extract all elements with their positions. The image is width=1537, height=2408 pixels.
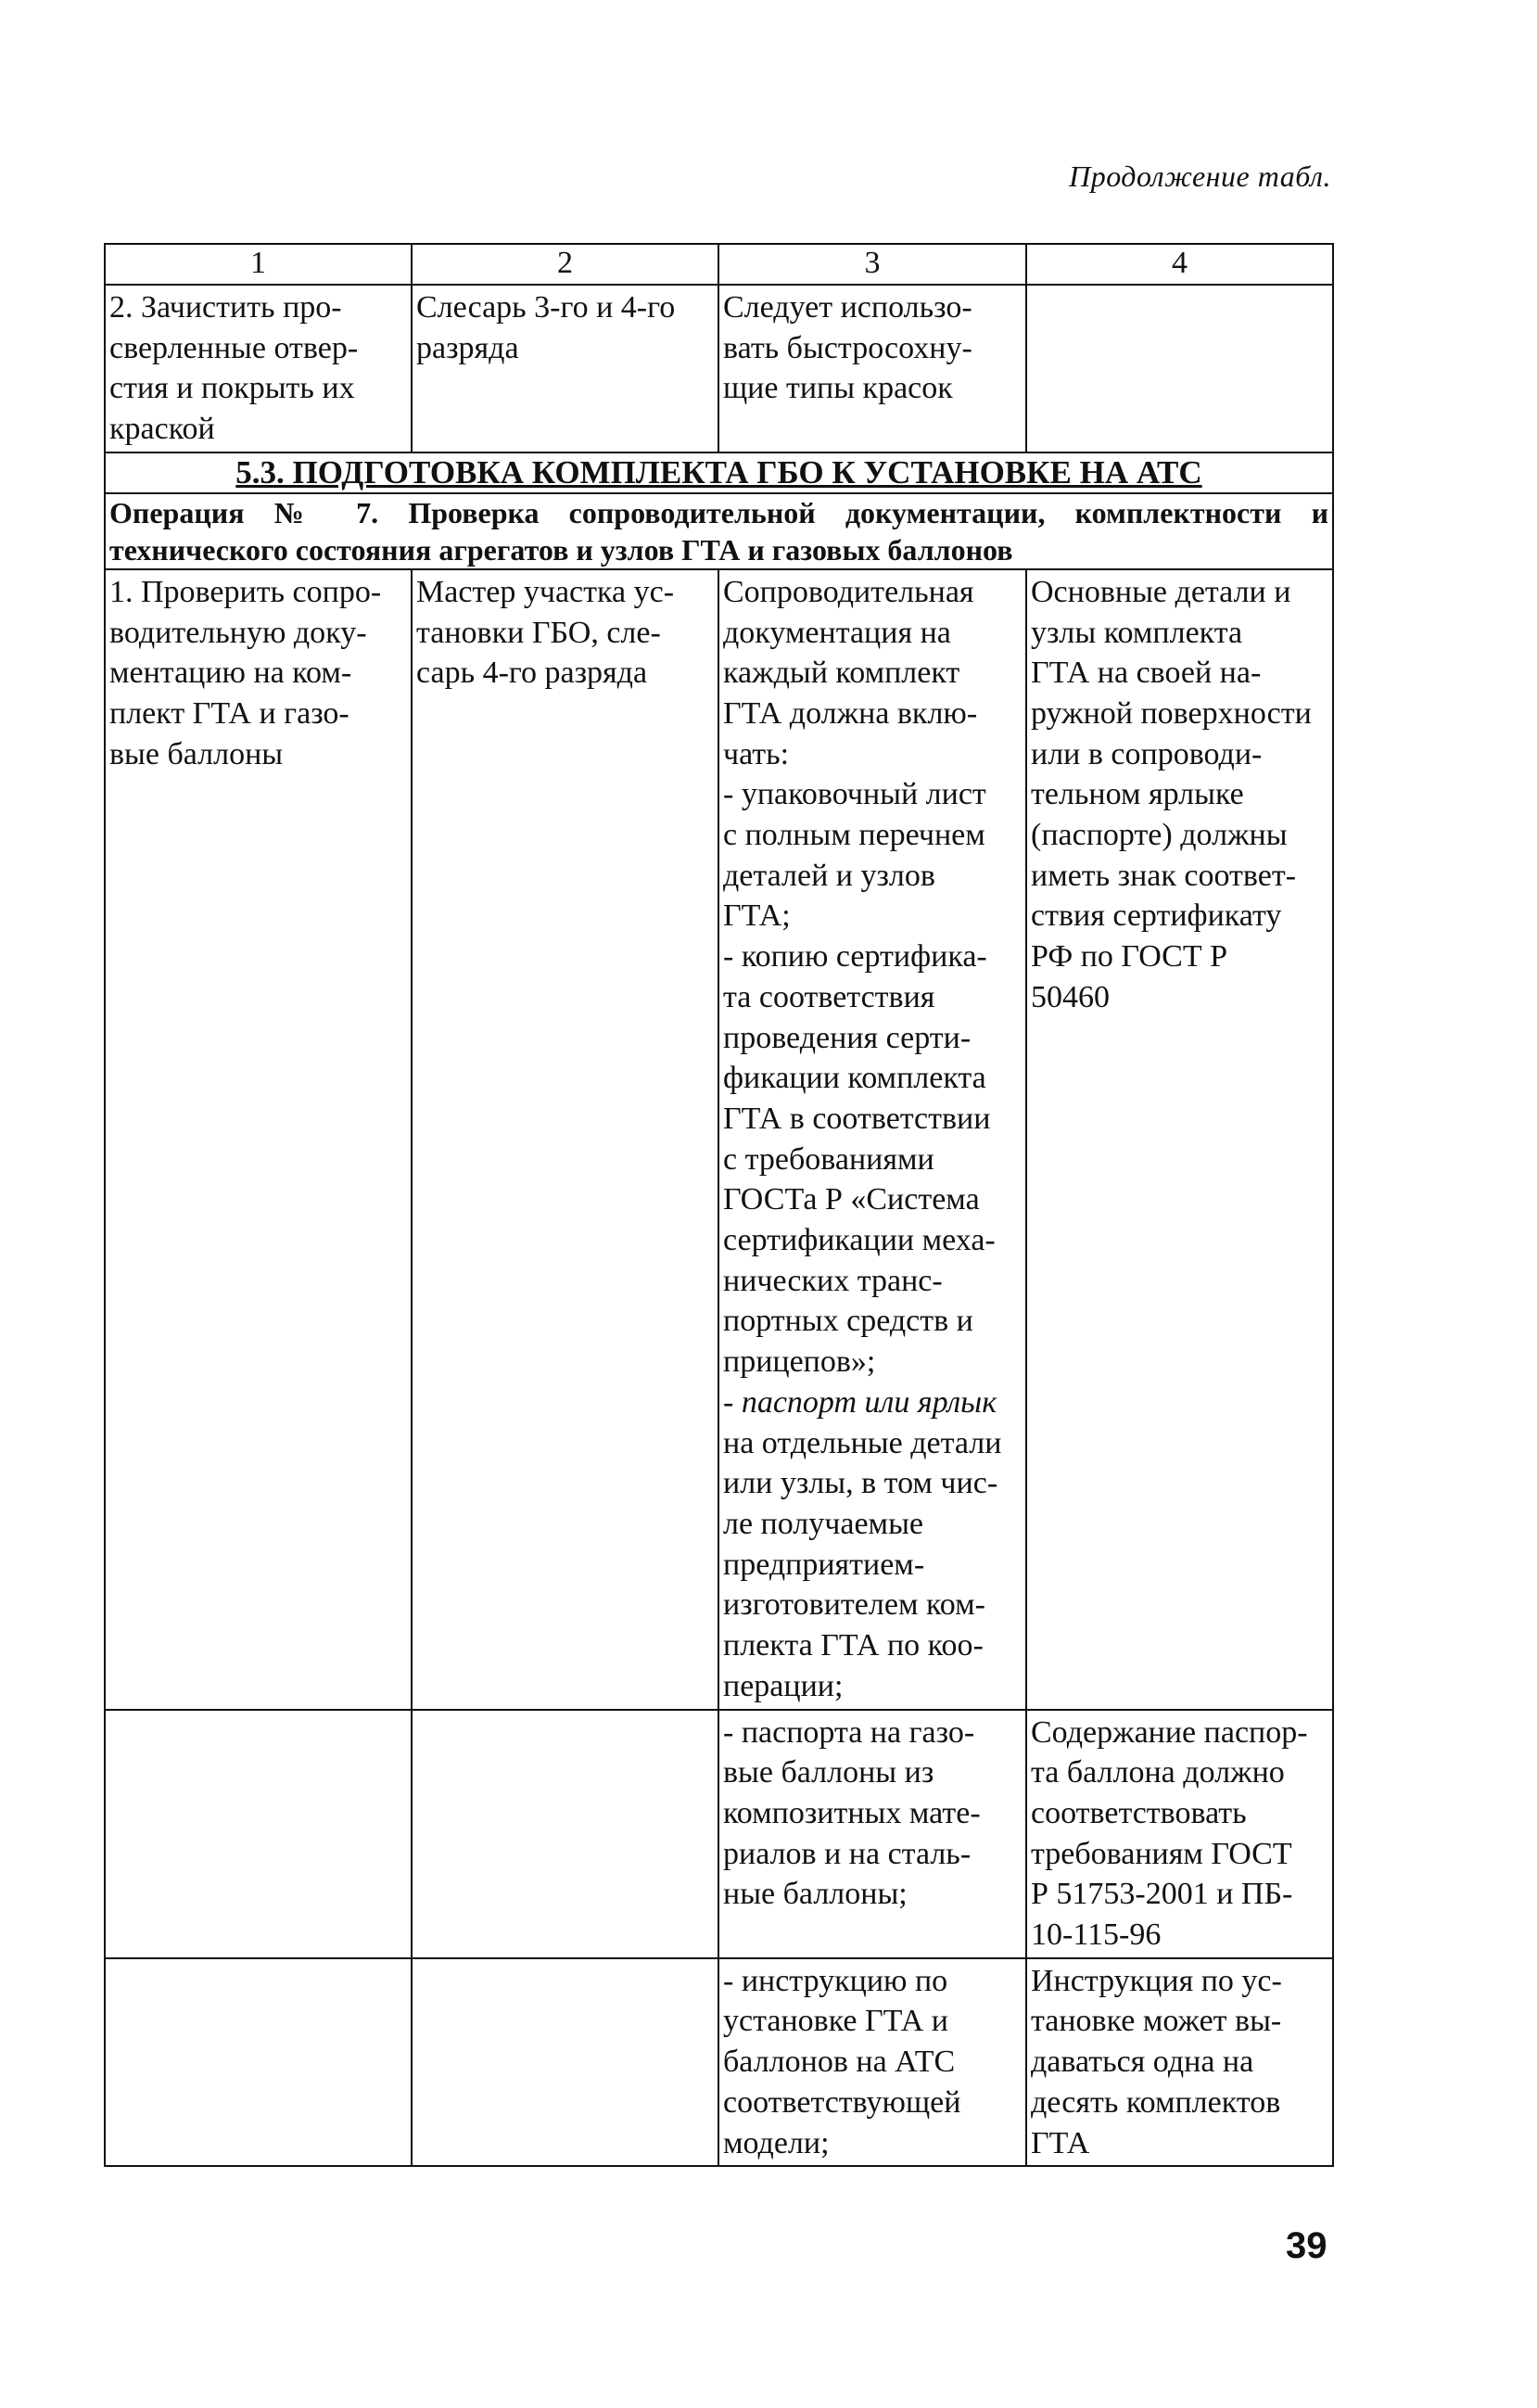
text-line: требованиям ГОСТ [1031,1836,1292,1871]
text-line: - упаковочный лист [723,777,986,812]
text-line: портных средств и [723,1304,973,1339]
text-line: иметь знак соответ- [1031,858,1297,893]
header-cell-3: 3 [718,244,1026,285]
text-line: проведения серти- [723,1020,972,1055]
header-cell-2: 2 [412,244,718,285]
text-line: ГОСТа Р «Система [723,1182,980,1217]
text-line: разряда [416,330,519,365]
text-line: фикации комплекта [723,1061,986,1096]
text-line: или в сопроводи- [1031,736,1263,771]
text-line: ружной поверхности [1031,695,1312,731]
text-line: или узлы, в том чис- [723,1466,998,1501]
text-line: модели; [723,2125,830,2160]
text-line: деталей и узлов [723,858,935,893]
text-line: ментацию на ком- [109,656,352,691]
text-line: сарь 4-го разряда [416,656,648,691]
text-line: Основные детали и [1031,574,1291,609]
cell-operation [105,285,412,452]
table-row [105,1710,1333,1958]
section-row [105,452,1333,493]
cell-operation [105,1710,412,1958]
cell-operation [105,569,412,1710]
text-line: 1. Проверить сопро- [109,574,382,609]
text-line: ГТА [1031,2125,1090,2160]
text-line: ные баллоны; [723,1877,908,1912]
text-line: - инструкцию по [723,1963,948,1998]
text-line: риалов и на сталь- [723,1836,972,1871]
text-line: Содержание паспор- [1031,1714,1308,1750]
text-line: Следует использо- [723,290,972,325]
text-line: десять комплектов [1031,2084,1281,2120]
text-line: щие типы красок [723,371,953,406]
text-line: каждый комплект [723,656,960,691]
section-title: 5.3. ПОДГОТОВКА КОМПЛЕКТА ГБО К УСТАНОВКЕ НА АТС [105,452,1333,493]
cell-performer [412,285,718,452]
text-line: вать быстросохну- [723,330,972,365]
text-line: прицепов»; [723,1344,876,1380]
text-line: чать: [723,736,790,771]
cell-requirements [718,285,1026,452]
header-cell-1: 1 [105,244,412,285]
text-line: установке ГТА и [723,2004,948,2039]
text-line: соответствующей [723,2084,961,2120]
text-line: Р 51753-2001 и ПБ- [1031,1877,1293,1912]
text-line: ГТА; [723,898,791,934]
page-number: 39 [1286,2225,1327,2266]
text-line: на отдельные детали [723,1425,1002,1460]
table-row [105,1958,1333,2167]
table-row [105,285,1333,452]
text-line: Слесарь 3-го и 4-го [416,290,676,325]
cell-notes [1026,1710,1333,1958]
text-line: узлы комплекта [1031,615,1243,650]
text-line: - паспорта на газо- [723,1714,975,1750]
text-line: ГТА на своей на- [1031,656,1262,691]
continuation-label: Продолжение табл. [1069,159,1331,193]
text-line: водительную доку- [109,615,367,650]
requirements-italic-line: - паспорт или ярлык [723,1384,997,1420]
text-line: соответствовать [1031,1795,1247,1830]
text-line: перации; [723,1668,844,1703]
cell-notes [1026,569,1333,1710]
text-line: с полным перечнем [723,818,985,853]
text-line: - копию сертифика- [723,939,987,975]
text-line: Сопроводительная [723,574,974,609]
cell-operation [105,1958,412,2167]
text-line: изготовителем ком- [723,1587,985,1623]
table-row [105,569,1333,1710]
text-line: тановки ГБО, сле- [416,615,661,650]
text-line: ле получаемые [723,1506,924,1541]
requirements-lines [723,572,1022,1382]
text-line: та соответствия [723,979,935,1014]
operation-row [105,493,1333,569]
text-line: 10-115-96 [1031,1917,1162,1953]
text-line: стия и покрыть их [109,371,355,406]
cell-notes [1026,1958,1333,2167]
text-line: с требованиями [723,1141,934,1177]
text-line: композитных мате- [723,1795,981,1830]
text-line: вые баллоны [109,736,284,771]
cell-notes [1026,285,1333,452]
text-line: РФ по ГОСТ Р [1031,939,1228,975]
text-line: (паспорте) должны [1031,818,1288,853]
text-line: даваться одна на [1031,2045,1254,2080]
text-line: документация на [723,615,951,650]
text-line: Мастер участка ус- [416,574,675,609]
text-line: вые баллоны из [723,1755,934,1790]
operation-title: Операция № 7. Проверка сопроводительной документации, комплектности и технического состояния агрегатов и узлов ГТА и газовых баллонов [105,493,1333,569]
requirements-table [104,243,1334,2167]
cell-performer [412,1958,718,2167]
text-line: ГТА должна вклю- [723,695,978,731]
cell-requirements [718,1958,1026,2167]
text-line: предприятием- [723,1547,925,1582]
text-line: баллонов на АТС [723,2045,956,2080]
text-line: ГТА в соответствии [723,1101,991,1136]
text-line: тельном ярлыке [1031,777,1244,812]
cell-performer [412,569,718,1710]
text-line: 2. Зачистить про- [109,290,342,325]
cell-performer [412,1710,718,1958]
text-line: Инструкция по ус- [1031,1963,1282,1998]
text-line: та баллона должно [1031,1755,1285,1790]
requirements-lines-rest [723,1423,1022,1707]
text-line: плекта ГТА по коо- [723,1628,984,1663]
text-line: 50460 [1031,979,1110,1014]
cell-requirements [718,1710,1026,1958]
text-line: краской [109,412,215,447]
header-row [105,244,1333,285]
text-line: ствия сертификату [1031,898,1282,934]
text-line: сверленные отвер- [109,330,359,365]
text-line: нических транс- [723,1263,943,1298]
cell-requirements [718,569,1026,1710]
header-cell-4: 4 [1026,244,1333,285]
text-line: сертификации меха- [723,1223,996,1258]
text-line: плект ГТА и газо- [109,695,349,731]
text-line: тановке может вы- [1031,2004,1282,2039]
